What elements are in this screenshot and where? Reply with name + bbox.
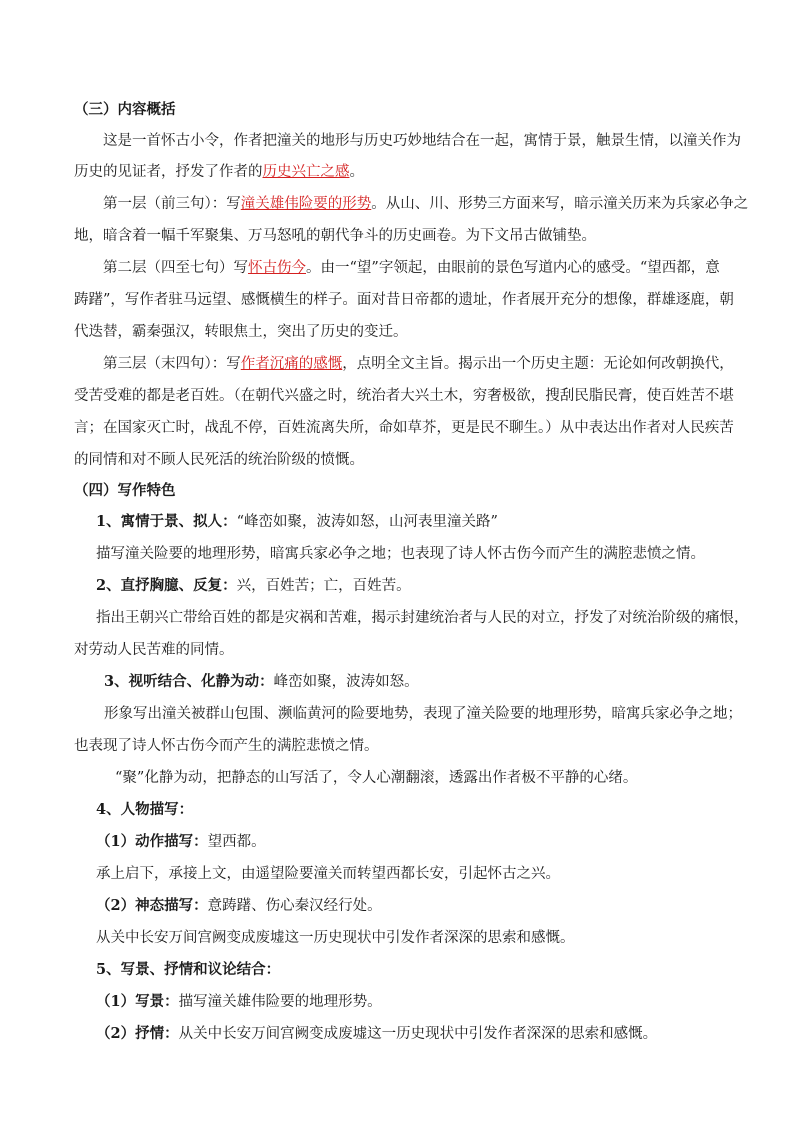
feature-label: 3、视听结合、化静为动： [104, 673, 274, 690]
feature-3-title [104, 672, 419, 692]
feature-4-sub-1 [96, 832, 266, 852]
paragraph-layer-3-line-4: 的同情和对不顾人民死活的统治阶级的愤慨。 [74, 452, 364, 468]
sub-text: 望西都。 [207, 834, 266, 850]
text: 。 [349, 164, 364, 180]
sub-text: 从关中长安万间宫阙变成废墟这一历史现状中引发作者深深的思索和感慨。 [178, 1026, 658, 1042]
section-heading-content-summary: （三）内容概括 [74, 101, 176, 118]
highlight-text: 作者沉痛的感慨 [240, 356, 343, 372]
text: ，点明全文主旨。揭示出一个历史主题：无论如何改朝换代， [342, 356, 734, 372]
feature-quote: “峰峦如聚，波涛如怒，山河表里潼关路” [236, 514, 498, 530]
highlight-text: 怀古伤今 [248, 260, 306, 276]
text: 第三层（末四句）：写 [103, 356, 241, 372]
sub-label: （1）写景： [96, 993, 179, 1010]
paragraph-intro-line-1: 这是一首怀古小令，作者把潼关的地形与历史巧妙地结合在一起，寓情于景，触景生情，以潼关作为 [103, 133, 741, 149]
feature-label: 1、寓情于景、拟人： [96, 513, 237, 530]
text: 第一层（前三句）：写 [103, 196, 241, 212]
feature-5-title: 5、写景、抒情和议论结合： [96, 961, 281, 978]
feature-4-sub-1-desc: 承上启下，承接上文，由遥望险要潼关而转望西都长安，引起怀古之兴。 [96, 866, 560, 882]
paragraph-layer-2-line-2: 踌躇”，写作者驻马远望、感慨横生的样子。面对昔日帝都的遗址，作者展开充分的想像，群雄逐鹿，朝 [74, 292, 734, 308]
sub-label: （1）动作描写： [96, 833, 208, 850]
text: 。由一“望”字领起，由眼前的景色写道内心的感受。“望西都，意 [306, 260, 720, 276]
feature-3-desc-line-1: 形象写出潼关被群山包围、濒临黄河的险要地势，表现了潼关险要的地理形势，暗寓兵家必争之地； [104, 706, 742, 722]
sub-text: 意踌躇、伤心秦汉经行处。 [207, 898, 382, 914]
feature-text: 峰峦如聚，波涛如怒。 [273, 674, 419, 690]
paragraph-layer-3-line-2: 受苦受难的都是老百姓。（在朝代兴盛之时，统治者大兴土木，穷奢极欲，搜刮民脂民膏，使百姓苦不堪 [74, 388, 734, 404]
paragraph-intro-line-2 [74, 162, 364, 182]
sub-label: （2）神态描写： [96, 897, 208, 914]
text: 历史的见证者，抒发了作者的 [74, 164, 263, 180]
feature-2-title [96, 576, 411, 596]
paragraph-layer-3-line-1 [103, 354, 734, 374]
feature-2-desc-line-1: 指出王朝兴亡带给百姓的都是灾祸和苦难，揭示封建统治者与人民的对立，抒发了对统治阶级的痛恨， [96, 610, 749, 626]
section-heading-writing-features: （四）写作特色 [74, 482, 176, 499]
text: 第二层（四至七句）写 [103, 260, 248, 276]
feature-4-sub-2-desc: 从关中长安万间宫阙变成废墟这一历史现状中引发作者深深的思索和感慨。 [96, 930, 575, 946]
feature-3-desc-line-3: “聚”化静为动，把静态的山写活了，令人心潮翻滚，透露出作者极不平静的心绪。 [115, 770, 638, 786]
feature-text: 兴，百姓苦；亡，百姓苦。 [236, 578, 411, 594]
feature-3-desc-line-2: 也表现了诗人怀古伤今而产生的满腔悲愤之情。 [74, 738, 379, 754]
paragraph-layer-1-line-2: 地，暗含着一幅千军聚集、万马怒吼的朝代争斗的历史画卷。为下文吊古做铺垫。 [74, 228, 596, 244]
feature-1-desc: 描写潼关险要的地理形势，暗寓兵家必争之地；也表现了诗人怀古伤今而产生的满腔悲愤之情。 [96, 546, 705, 562]
paragraph-layer-3-line-3: 言；在国家灭亡时，战乱不停，百姓流离失所，命如草芥，更是民不聊生。）从中表达出作者对人民疾苦 [74, 420, 734, 436]
feature-4-sub-2 [96, 896, 382, 916]
paragraph-layer-2-line-1 [103, 258, 720, 278]
highlight-text: 历史兴亡之感 [262, 164, 350, 180]
paragraph-layer-2-line-3: 代迭替，霸秦强汉，转眼焦土，突出了历史的变迁。 [74, 324, 408, 340]
feature-label: 2、直抒胸臆、反复： [96, 577, 237, 594]
sub-text: 描写潼关雄伟险要的地理形势。 [178, 994, 382, 1010]
feature-5-sub-2 [96, 1024, 657, 1044]
feature-4-title: 4、人物描写： [96, 801, 194, 818]
feature-5-sub-1 [96, 992, 382, 1012]
feature-2-desc-line-2: 对劳动人民苦难的同情。 [74, 642, 234, 658]
highlight-text: 潼关雄伟险要的形势 [240, 196, 372, 212]
sub-label: （2）抒情： [96, 1025, 179, 1042]
text: 。从山、川、形势三方面来写，暗示潼关历来为兵家必争之 [371, 196, 749, 212]
feature-1-title [96, 512, 498, 532]
paragraph-layer-1-line-1 [103, 194, 748, 214]
